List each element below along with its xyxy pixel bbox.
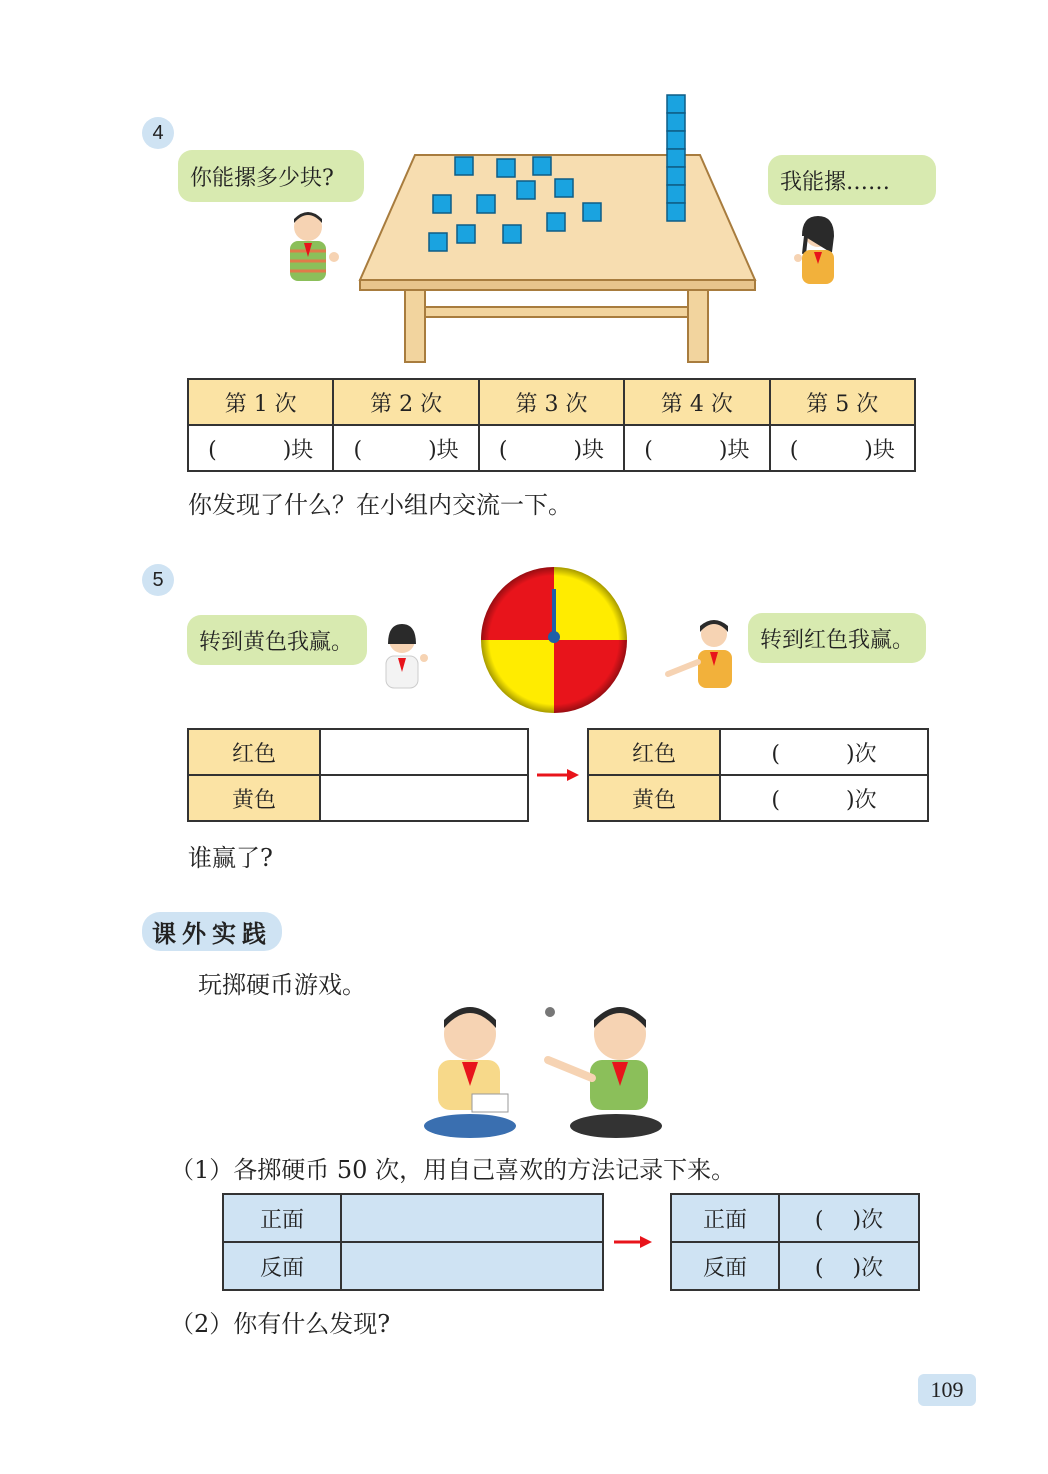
answer-cell[interactable]: ( )块 — [188, 425, 333, 471]
table-with-cubes-illustration — [355, 85, 760, 365]
row-label: 反面 — [223, 1242, 341, 1290]
boy-illustration — [662, 612, 746, 690]
count-cell[interactable]: ( )次 — [779, 1194, 919, 1242]
count-cell[interactable]: ( )次 — [720, 729, 928, 775]
speech-text: 转到红色我赢。 — [760, 627, 915, 653]
speech-text: 我能摞…… — [780, 169, 891, 195]
speech-text: 你能摞多少块? — [190, 165, 334, 191]
row-label: 正面 — [671, 1194, 779, 1242]
row-label: 红色 — [588, 729, 720, 775]
section-5-number: 5 — [142, 564, 174, 596]
row-label: 黄色 — [588, 775, 720, 821]
question-2: （2）你有什么发现? — [170, 1310, 391, 1338]
header-cell: 第 3 次 — [479, 379, 624, 425]
coin-count-table — [670, 1193, 920, 1291]
header-cell: 第 4 次 — [624, 379, 769, 425]
children-coin-toss-illustration — [412, 998, 662, 1144]
row-label: 反面 — [671, 1242, 779, 1290]
answer-cell[interactable]: ( )块 — [333, 425, 478, 471]
section-4-question: 你发现了什么？在小组内交流一下。 — [188, 491, 572, 519]
spin-count-table — [587, 728, 929, 822]
tally-cell[interactable] — [320, 775, 528, 821]
tally-cell[interactable] — [341, 1242, 603, 1290]
answer-cell[interactable]: ( )块 — [479, 425, 624, 471]
row-label: 正面 — [223, 1194, 341, 1242]
count-cell[interactable]: ( )次 — [720, 775, 928, 821]
girl-illustration — [790, 212, 846, 286]
question-1: （1）各掷硬币 50 次，用自己喜欢的方法记录下来。 — [170, 1156, 736, 1184]
page-number: 109 — [918, 1374, 976, 1406]
speech-bubble-right — [748, 613, 926, 663]
coin-tally-table — [222, 1193, 604, 1291]
speech-text: 转到黄色我赢。 — [199, 629, 354, 655]
section-5-question: 谁赢了? — [188, 844, 273, 872]
practice-intro: 玩掷硬币游戏。 — [198, 971, 366, 999]
girl-illustration — [378, 618, 430, 690]
row-label: 红色 — [188, 729, 320, 775]
tally-cell[interactable] — [320, 729, 528, 775]
header-cell: 第 2 次 — [333, 379, 478, 425]
spin-tally-table — [187, 728, 529, 822]
answer-cell[interactable]: ( )块 — [770, 425, 915, 471]
row-label: 黄色 — [188, 775, 320, 821]
header-cell: 第 5 次 — [770, 379, 915, 425]
header-cell: 第 1 次 — [188, 379, 333, 425]
practice-title: 课外实践 — [142, 912, 282, 951]
speech-bubble-left — [187, 615, 367, 665]
section-4-number: 4 — [142, 117, 174, 149]
count-cell[interactable]: ( )次 — [779, 1242, 919, 1290]
arrow-right-icon — [537, 767, 581, 783]
tally-cell[interactable] — [341, 1194, 603, 1242]
spinner-wheel[interactable] — [478, 565, 630, 715]
speech-bubble-left — [178, 150, 364, 202]
speech-bubble-right — [768, 155, 936, 205]
arrow-right-icon — [614, 1234, 654, 1250]
answer-cell[interactable]: ( )块 — [624, 425, 769, 471]
stacking-record-table — [187, 378, 916, 472]
boy-illustration — [280, 205, 344, 283]
